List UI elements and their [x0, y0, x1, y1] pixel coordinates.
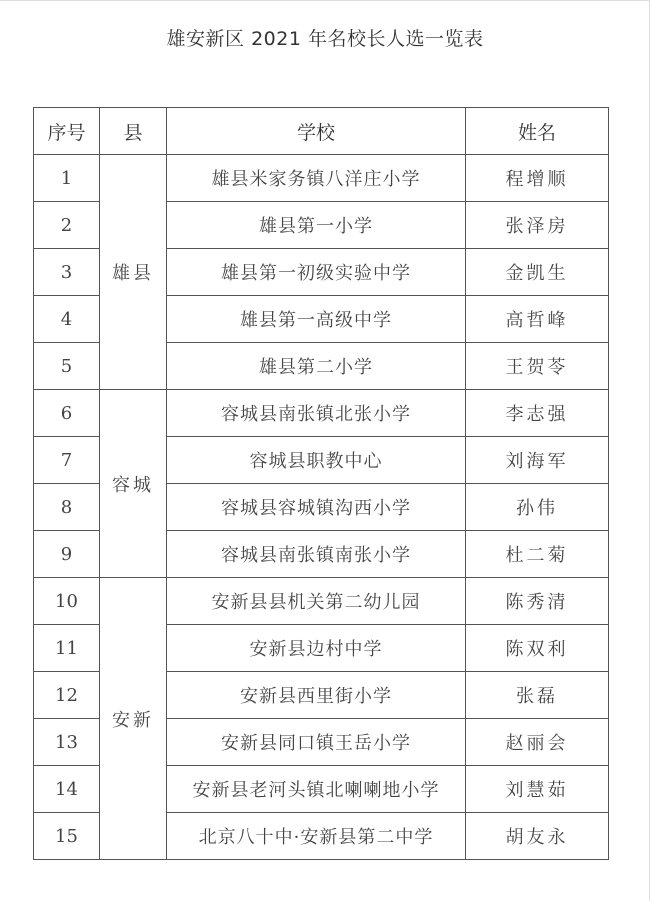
row-number: 14: [34, 766, 100, 813]
row-number: 9: [34, 531, 100, 578]
school-cell: 安新县老河头镇北喇喇地小学: [167, 766, 466, 813]
school-cell: 雄县米家务镇八洋庄小学: [167, 155, 466, 202]
county-cell: 安新: [100, 578, 167, 860]
principal-name-cell: 孙伟: [466, 484, 609, 531]
row-number: 5: [34, 343, 100, 390]
principal-name-cell: 陈双利: [466, 625, 609, 672]
page-top-border: [0, 0, 650, 1]
principal-name-cell: 金凯生: [466, 249, 609, 296]
header-name: 姓名: [466, 108, 609, 155]
principal-name-cell: 胡友永: [466, 813, 609, 860]
table-row: [34, 578, 609, 625]
principal-name-cell: 杜二菊: [466, 531, 609, 578]
principal-name-cell: 刘海军: [466, 437, 609, 484]
row-number: 15: [34, 813, 100, 860]
principal-name-cell: 刘慧茹: [466, 766, 609, 813]
header-county: 县: [100, 108, 167, 155]
principal-name-cell: 王贺苓: [466, 343, 609, 390]
row-number: 8: [34, 484, 100, 531]
row-number: 2: [34, 202, 100, 249]
row-number: 4: [34, 296, 100, 343]
row-number: 3: [34, 249, 100, 296]
school-cell: 雄县第一初级实验中学: [167, 249, 466, 296]
row-number: 1: [34, 155, 100, 202]
header-school: 学校: [167, 108, 466, 155]
table-body: [34, 155, 609, 860]
school-cell: 安新县西里街小学: [167, 672, 466, 719]
principal-name-cell: 程增顺: [466, 155, 609, 202]
school-cell: 雄县第一小学: [167, 202, 466, 249]
row-number: 11: [34, 625, 100, 672]
table-row: [34, 390, 609, 437]
principal-table: [33, 107, 609, 860]
row-number: 6: [34, 390, 100, 437]
row-number: 13: [34, 719, 100, 766]
county-cell: 容城: [100, 390, 167, 578]
principal-name-cell: 高哲峰: [466, 296, 609, 343]
school-cell: 安新县边村中学: [167, 625, 466, 672]
school-cell: 安新县县机关第二幼儿园: [167, 578, 466, 625]
row-number: 12: [34, 672, 100, 719]
header-row: [34, 108, 609, 155]
row-number: 10: [34, 578, 100, 625]
principal-name-cell: 张泽房: [466, 202, 609, 249]
county-cell: 雄县: [100, 155, 167, 390]
row-number: 7: [34, 437, 100, 484]
page-title: 雄安新区 2021 年名校长人选一览表: [166, 28, 484, 50]
table-header: [34, 108, 609, 155]
school-cell: 容城县南张镇北张小学: [167, 390, 466, 437]
school-cell: 容城县南张镇南张小学: [167, 531, 466, 578]
principal-name-cell: 李志强: [466, 390, 609, 437]
principal-name-cell: 张磊: [466, 672, 609, 719]
school-cell: 容城县职教中心: [167, 437, 466, 484]
school-cell: 雄县第一高级中学: [167, 296, 466, 343]
school-cell: 北京八十中·安新县第二中学: [167, 813, 466, 860]
school-cell: 安新县同口镇王岳小学: [167, 719, 466, 766]
header-number: 序号: [34, 108, 100, 155]
principal-name-cell: 赵丽会: [466, 719, 609, 766]
school-cell: 雄县第二小学: [167, 343, 466, 390]
principal-name-cell: 陈秀清: [466, 578, 609, 625]
school-cell: 容城县容城镇沟西小学: [167, 484, 466, 531]
table-row: [34, 155, 609, 202]
